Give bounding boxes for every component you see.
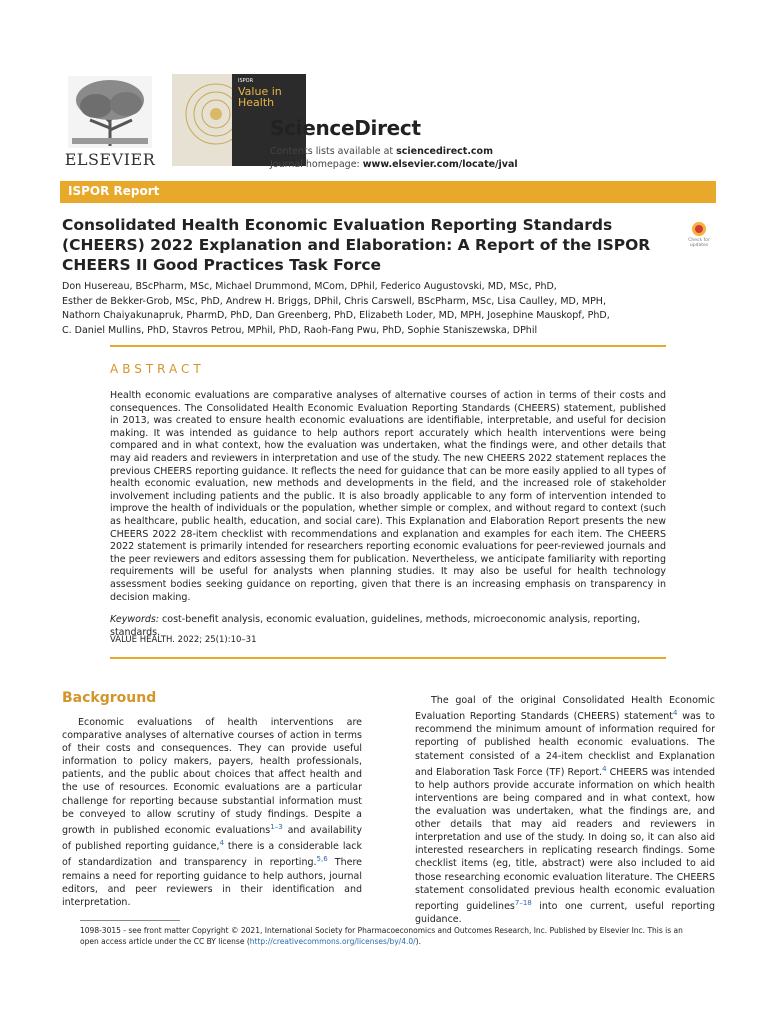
sciencedirect-brand[interactable]: ScienceDirect [270, 116, 421, 140]
author-line: Don Husereau, BScPharm, MSc, Michael Drummond, MCom, DPhil, Federico Augustovski, MD, MSc, PhD, [62, 281, 557, 292]
publisher-name: ELSEVIER [64, 150, 156, 169]
cover-swirl-icon [172, 74, 232, 166]
elsevier-logo[interactable] [60, 74, 160, 170]
reference-link[interactable]: 7–18 [514, 898, 532, 907]
reference-link[interactable]: 1–3 [270, 822, 283, 831]
footer-divider [80, 920, 180, 921]
author-line: Esther de Bekker-Grob, MSc, PhD, Andrew H. Briggs, DPhil, Chris Carswell, BScPharm, MSc, Lisa Caulley, MD, MPH, [62, 295, 606, 307]
homepage-line: Journal homepage: www.elsevier.com/locate/jval [270, 159, 518, 170]
journal-header [60, 74, 720, 170]
article-title: Consolidated Health Economic Evaluation Reporting Standards (CHEERS) 2022 Explanation and Elaboration: A Report of the ISPOR CHEERS II Good Practices Task Force [62, 216, 651, 274]
author-list [62, 280, 662, 338]
check-for-updates-button[interactable] [684, 222, 714, 252]
cover-journal-title: Value in Health [238, 85, 282, 109]
reference-link[interactable]: 4 [673, 709, 678, 718]
sciencedirect-link[interactable]: sciencedirect.com [396, 146, 493, 157]
abstract-divider-bottom [110, 657, 666, 659]
section-label: ISPOR Report [68, 184, 160, 198]
background-left-column: Economic evaluations of health interventions are comparative analyses of alternative courses of action in terms of their costs and consequences. They can provide useful information to policy makers, payers, health professionals, patients, and the public about choices that affect health and the use of resources. Economic evaluations are a particular challenge for reporting because substantial information must be conveyed to allow scrutiny of study findings. Despite a growth in published economic evaluations$^{1-3}$ and availability of published reporting guidance,$^4$ there is a considerable lack of standardization and transparency in reporting.$^{5,6}$ There remains a need for reporting guidance to help authors, journal editors, and peer reviewers in their identification and interpretation. [62, 717, 362, 908]
abstract-body: Health economic evaluations are comparative analyses of alternative courses of action in terms of their costs and consequences. The Consolidated Health Economic Evaluation Reporting Standards (CHEERS) statement, published in 2013, was created to ensure health economic evaluations are identifiable, interpretable, and useful for decision making. It was intended as guidance to help authors report accurately which health interventions were being compared and in what context, how the evaluation was undertaken, what the findings were, and other details that may aid readers and reviewers in interpretation and use of the study. The new CHEERS 2022 statement replaces the previous CHEERS reporting guidance. It reflects the need for guidance that can be more easily applied to all types of health economic evaluation, new methods and developments in the field, and the increased role of stakeholder involvement including patients and the public. It is also broadly applicable to any form of intervention intended to improve the health of individuals or the population, whether simple or complex, and without regard to context (such as healthcare, public health, education, and social care). This Explanation and Elaboration Report presents the new CHEERS 2022 28-item checklist with recommendations and explanation and examples for each item. The CHEERS 2022 statement is primarily intended for researchers reporting economic evaluations for peer-reviewed journals and the peer reviewers and editors assessing them for publication. Nevertheless, we anticipate familiarity with reporting requirements will be useful for analysts when planning studies. It may also be useful for health technology assessment bodies seeking guidance on reporting, given that there is an increasing emphasis on transparency in decision making. [110, 390, 666, 603]
cover-isp-label: ISPOR [238, 78, 254, 84]
background-right-column: The goal of the original Consolidated Health Economic Evaluation Reporting Standards (CHEERS) statement$^4$ was to recommend the minimum amount of information required for reporting of published health economic evaluations. The statement consisted of a 24-item checklist and Explanation and Elaboration Task Force (TF) Report.$^4$ CHEERS was intended to help authors provide accurate information on which health interventions are being compared and in what context, how the evaluation was undertaken, what the findings are, and other details that may aid readers and reviewers in interpretation and use of the study. In doing so, it can also aid interested researchers in replicating research findings. Some checklist items (eg, title, abstract) were also included to aid those researching economic evaluation literature. The CHEERS statement consolidated previous health economic evaluation reporting guidelines$^{7-18}$ into one current, useful reporting guidance. [415, 695, 715, 925]
section-bar [60, 181, 716, 203]
citation: VALUE HEALTH. 2022; 25(1):10–31 [110, 635, 257, 645]
author-line: Nathorn Chaiyakunapruk, PharmD, PhD, Dan Greenberg, PhD, Elizabeth Loder, MD, MPH, Josephine Mauskopf, PhD, [62, 310, 610, 321]
keywords-label: Keywords: [110, 614, 160, 625]
reference-link[interactable]: 5,6 [316, 855, 328, 864]
elsevier-tree-icon [68, 76, 152, 148]
abstract-heading: ABSTRACT [110, 362, 205, 376]
reference-link[interactable]: 4 [602, 764, 607, 773]
author-line: C. Daniel Mullins, PhD, Stavros Petrou, MPhil, PhD, Raoh-Fang Pwu, PhD, Sophie Staniszewska, DPhil [62, 324, 538, 336]
background-heading: Background [62, 690, 157, 706]
check-updates-label: Check for updates [688, 238, 710, 248]
check-updates-icon [692, 222, 706, 236]
cover-artwork [172, 74, 232, 166]
contents-line: Contents lists available at sciencedirect.com [270, 146, 493, 157]
journal-homepage-link[interactable]: www.elsevier.com/locate/jval [362, 159, 518, 170]
reference-link[interactable]: 4 [219, 839, 224, 847]
copyright-footer: 1098-3015 - see front matter Copyright © 2021, International Society for Pharmacoeconomics and Outcomes Research, Inc. Published by Elsevier Inc. This is an open access article under the CC BY license (http://creativecommons.org/licenses/by/4.0/). [80, 926, 683, 946]
keywords-list: cost-benefit analysis, economic evaluation, guidelines, methods, microeconomic analysis, reporting, standards. [110, 614, 641, 638]
abstract-divider-top [110, 345, 666, 347]
license-link[interactable]: http://creativecommons.org/licenses/by/4.0/ [249, 936, 416, 946]
